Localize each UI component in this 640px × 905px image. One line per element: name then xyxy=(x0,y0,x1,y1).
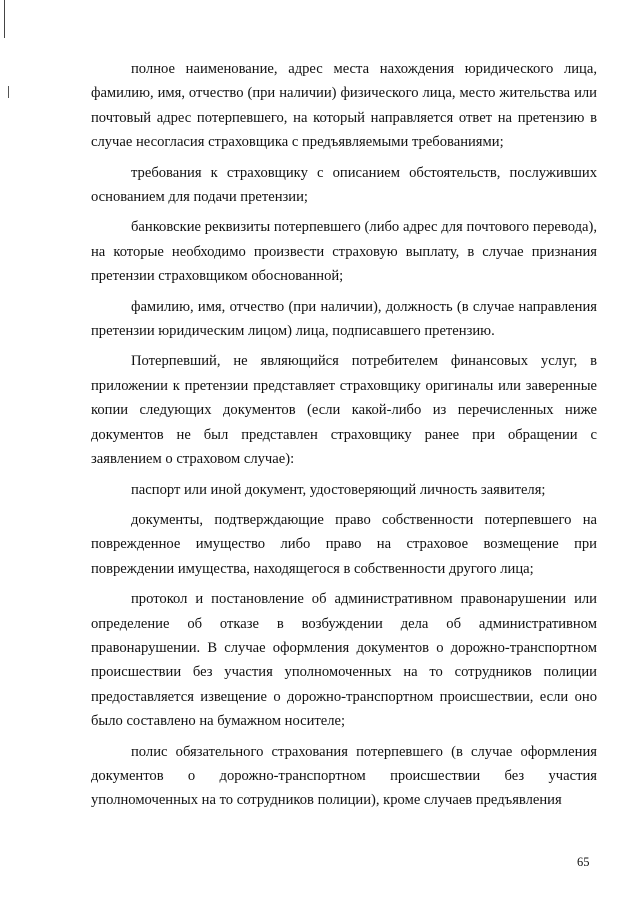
body-text xyxy=(91,57,597,819)
paragraph-9: полис обязательного страхования потерпевшего (в случае оформления документов о дорожно-транспортном происшествии без участия уполномоченных на то сотрудников полиции), кроме случаев предъявления xyxy=(91,743,597,809)
paragraph-5: Потерпевший, не являющийся потребителем финансовых услуг, в приложении к претензии представляет страховщику оригиналы или заверенные копии следующих документов (если какой-либо из перечисленных ниже документов не был представлен страховщику ранее при обращении с заявлением о страховом случае): xyxy=(91,353,597,468)
scan-edge-line xyxy=(4,0,5,38)
paragraph-6: паспорт или иной документ, удостоверяющий личность заявителя; xyxy=(131,481,546,498)
paragraph-1: полное наименование, адрес места нахождения юридического лица, фамилию, имя, отчество (при наличии) физического лица, место жительства или почтовый адрес потерпевшего, на который направляется ответ на претензию в случае несогласия страховщика с предъявляемыми требованиями; xyxy=(91,61,597,151)
paragraph-8: протокол и постановление об административном правонарушении или определение об отказе в возбуждении дела об административном правонарушении. В случае оформления документов о дорожно-транспортном происшествии без участия уполномоченных на то сотрудников полиции предоставляется извещение о дорожно-транспортном происшествии, если оно было составлено на бумажном носителе; xyxy=(91,591,597,730)
paragraph-4: фамилию, имя, отчество (при наличии), должность (в случае направления претензии юридическим лицом) лица, подписавшего претензию. xyxy=(91,298,597,340)
paragraph-3: банковские реквизиты потерпевшего (либо адрес для почтового перевода), на которые необходимо произвести страховую выплату, в случае признания претензии страховщиком обоснованной; xyxy=(91,219,597,285)
scan-margin-mark xyxy=(8,86,9,98)
page-number: 65 xyxy=(577,855,590,869)
paragraph-2: требования к страховщику с описанием обстоятельств, послуживших основанием для подачи претензии; xyxy=(91,164,597,206)
paragraph-7: документы, подтверждающие право собственности потерпевшего на поврежденное имущество либо право на страховое возмещение при повреждении имущества, находящегося в собственности другого лица; xyxy=(91,511,597,577)
